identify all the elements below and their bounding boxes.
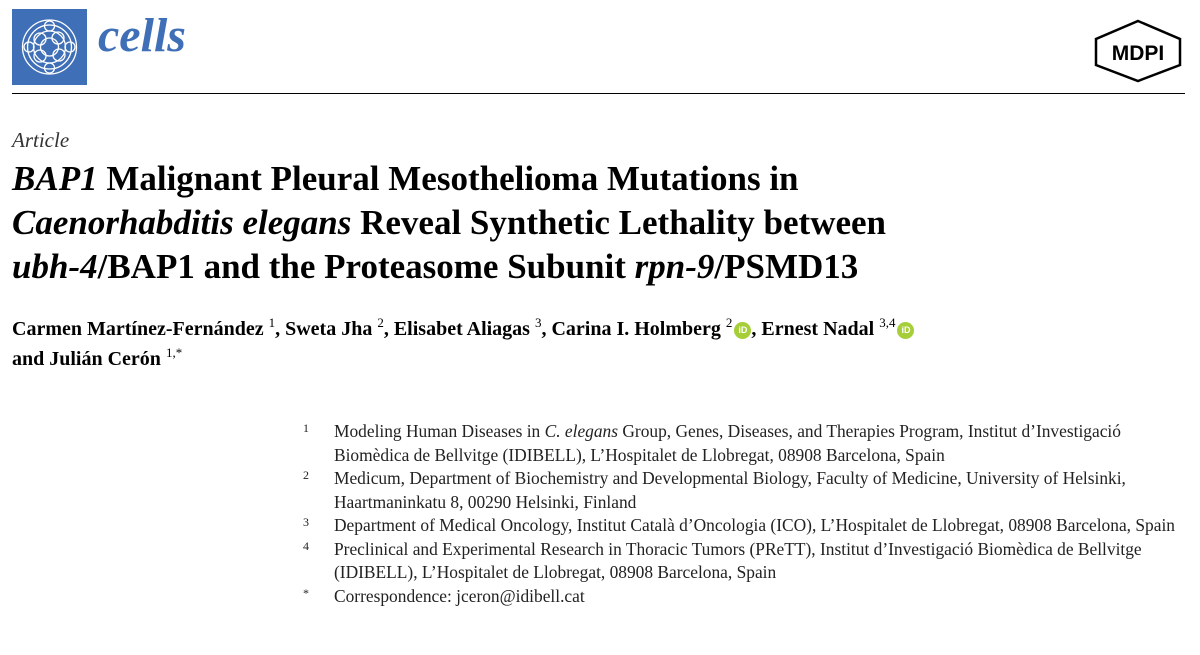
author-list: Carmen Martínez-Fernández $^1$, Sweta Jha $^2$, Elisabet Aliagas $^3$, Carina I. Holmberg $^2$ iD , Ernest Nadal $^{3,4}$ iD and Julián Cerón $^{1,*}$ (12, 315, 1192, 375)
affiliation-text: Medicum, Department of Biochemistry and Developmental Biology, Faculty of Medicine, University of Helsinki, Haartmaninkatu 8, 00290 Helsinki, Finland (334, 468, 1126, 512)
author-name: Carina I. Holmberg (551, 318, 721, 340)
correspondence-text: Correspondence: jceron@idibell.cat (334, 585, 585, 606)
affiliation-text: Preclinical and Experimental Research in Thoracic Tumors (PReTT), Institut d’Investigació Biomèdica de Bellvitge (IDIBELL), L’Hospitalet de Llobregat, 08908 Barcelona, Spain (334, 538, 1142, 582)
author (393, 315, 542, 340)
title-text: and the Proteasome Subunit (194, 247, 635, 286)
author-joiner: and (12, 348, 50, 370)
author-affiliation-ref: 2 (377, 315, 384, 330)
affiliation-item (303, 585, 1183, 609)
affiliation-italic: C. elegans (544, 421, 619, 441)
journal-logo-icon (12, 9, 87, 85)
title-gene: rpn-9 (634, 247, 715, 286)
journal-name: cells (98, 9, 186, 62)
author (551, 315, 751, 340)
affiliation-number: 2 (303, 468, 309, 482)
publisher-name: MDPI (1111, 42, 1165, 65)
article-type: Article (12, 128, 70, 152)
paper-title (12, 157, 1192, 289)
title-gene: ubh-4 (12, 247, 98, 286)
affiliation-list (303, 420, 1183, 608)
author-name: Sweta Jha (285, 318, 373, 340)
affiliation-number: * (303, 585, 309, 600)
author (761, 315, 914, 340)
orcid-icon[interactable]: iD (734, 322, 751, 339)
affiliation-item (303, 467, 1183, 514)
author-affiliation-ref: 1,* (165, 345, 183, 360)
title-line-3 (12, 245, 1192, 289)
author-affiliation-ref: 3 (534, 315, 542, 330)
author (285, 315, 384, 340)
author (49, 345, 183, 370)
affiliation-item (303, 538, 1183, 585)
affiliation-text: Department of Medical Oncology, Institut Català d’Oncologia (ICO), L’Hospitalet de Llobregat, 08908 Barcelona, Spain (334, 515, 1175, 535)
title-gene-human: /PSMD13 (714, 247, 859, 286)
author-name: Elisabet Aliagas (393, 318, 530, 340)
affiliation-text: Modeling Human Diseases in C. elegans Group, Genes, Diseases, and Therapies Program, Institut d’Investigació Biomèdica de Bellvitge (IDIBELL), L’Hospitalet de Llobregat, 08908 Barcelona, Spain (334, 421, 1121, 465)
title-text: Reveal Synthetic Lethality between (351, 203, 886, 242)
author-name: Carmen Martínez-Fernández (12, 318, 264, 340)
header-divider (12, 93, 1185, 94)
affiliation-number: 1 (303, 421, 309, 435)
title-gene: BAP1 (12, 159, 98, 198)
orcid-icon[interactable]: iD (897, 322, 914, 339)
author-name: Julián Cerón (49, 348, 161, 370)
author-affiliation-ref: 1 (268, 315, 276, 330)
author-affiliation-ref: 2 (725, 315, 733, 330)
author-name: Ernest Nadal (761, 318, 875, 340)
title-species: Caenorhabditis elegans (12, 203, 352, 242)
author-affiliation-ref: 3,4 (879, 315, 896, 330)
affiliation-number: 3 (303, 515, 309, 529)
title-line-2 (12, 201, 1192, 245)
title-gene-human: /BAP1 (97, 247, 195, 286)
title-line-1 (12, 157, 1192, 201)
publisher-logo-icon (1090, 18, 1186, 84)
title-text: Malignant Pleural Mesothelioma Mutations in (97, 159, 799, 198)
affiliation-item (303, 420, 1183, 467)
affiliation-number: 4 (303, 538, 309, 553)
author (12, 315, 276, 340)
affiliation-item (303, 514, 1183, 538)
